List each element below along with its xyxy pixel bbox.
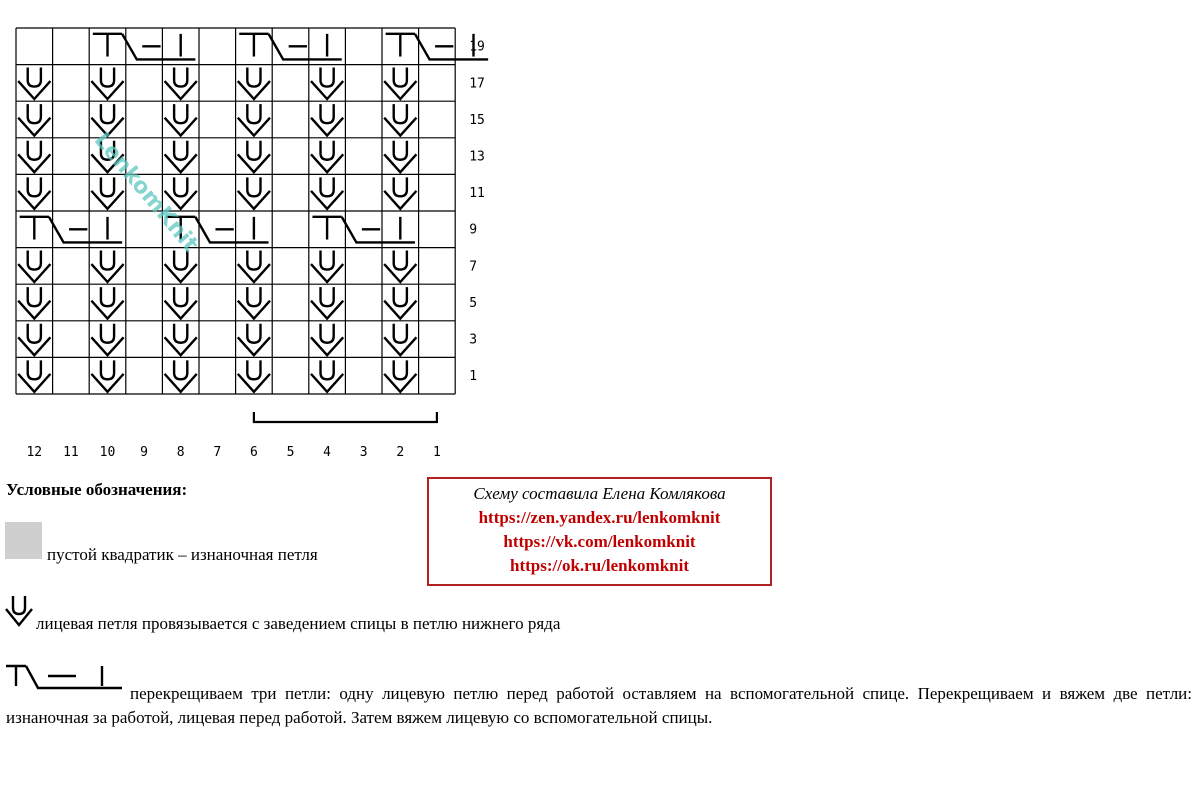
knit-below-icon bbox=[4, 594, 34, 628]
column-label: 6 bbox=[249, 445, 258, 460]
column-label: 9 bbox=[140, 445, 149, 460]
gray-square-icon bbox=[5, 522, 42, 559]
repeat-bracket bbox=[254, 412, 437, 422]
column-label: 12 bbox=[26, 445, 43, 460]
knit-below-symbol bbox=[238, 324, 270, 355]
knit-below-symbol bbox=[238, 68, 270, 99]
knit-below-symbol bbox=[384, 287, 416, 318]
knit-below-symbol bbox=[238, 104, 270, 135]
knit-below-symbol bbox=[238, 177, 270, 208]
cable-cross-symbol bbox=[20, 217, 122, 243]
column-label: 7 bbox=[213, 445, 222, 460]
row-label: 5 bbox=[469, 295, 478, 311]
credit-author: Схему составила Елена Комлякова bbox=[473, 484, 726, 503]
knit-below-symbol bbox=[165, 104, 197, 135]
knit-below-symbol bbox=[311, 177, 343, 208]
knit-below-symbol bbox=[165, 360, 197, 391]
knit-below-symbol bbox=[91, 324, 123, 355]
knit-below-symbol bbox=[165, 287, 197, 318]
knit-below-symbol bbox=[238, 251, 270, 282]
knit-below-symbol bbox=[18, 360, 50, 391]
knit-below-symbol bbox=[311, 251, 343, 282]
knit-below-symbol bbox=[238, 141, 270, 172]
credit-link-zen[interactable]: https://zen.yandex.ru/lenkomknit bbox=[478, 508, 721, 527]
cable-cross-symbol bbox=[312, 217, 414, 243]
knit-below-symbol bbox=[18, 287, 50, 318]
legend-purl-text: пустой квадратик – изнаночная петля bbox=[47, 545, 318, 564]
cable-cross-symbol bbox=[93, 34, 195, 60]
knit-below-symbol bbox=[384, 360, 416, 391]
cable-cross-symbol bbox=[239, 34, 341, 60]
column-label: 8 bbox=[176, 445, 185, 460]
row-label: 19 bbox=[469, 39, 485, 55]
knit-below-symbol bbox=[311, 104, 343, 135]
knit-below-symbol bbox=[238, 287, 270, 318]
credit-link-vk[interactable]: https://vk.com/lenkomknit bbox=[503, 532, 696, 551]
knit-below-symbol bbox=[165, 68, 197, 99]
row-label: 3 bbox=[469, 332, 478, 348]
credit-box bbox=[427, 477, 772, 586]
column-label: 3 bbox=[359, 445, 368, 460]
knit-below-symbol bbox=[384, 141, 416, 172]
column-label: 10 bbox=[99, 445, 116, 460]
knit-below-symbol bbox=[165, 141, 197, 172]
column-label: 11 bbox=[63, 445, 79, 460]
knit-below-symbol bbox=[165, 251, 197, 282]
knit-below-symbol bbox=[384, 104, 416, 135]
knit-below-symbol bbox=[91, 251, 123, 282]
knit-below-symbol bbox=[384, 68, 416, 99]
knit-below-symbol bbox=[91, 360, 123, 391]
column-label: 1 bbox=[432, 445, 441, 460]
legend-knit-below-text: лицевая петля провязывается с заведением спицы в петлю нижнего ряда bbox=[36, 614, 561, 633]
column-label: 2 bbox=[396, 445, 405, 460]
watermark: LenkomKnit bbox=[88, 128, 203, 258]
knit-below-symbol bbox=[18, 141, 50, 172]
knit-below-symbol bbox=[18, 251, 50, 282]
row-label: 7 bbox=[469, 259, 478, 275]
knit-below-symbol bbox=[18, 68, 50, 99]
knit-below-symbol bbox=[311, 360, 343, 391]
column-label: 4 bbox=[323, 445, 332, 460]
knit-below-symbol bbox=[18, 324, 50, 355]
column-label: 5 bbox=[286, 445, 295, 460]
knit-below-symbol bbox=[238, 360, 270, 391]
knit-below-symbol bbox=[18, 104, 50, 135]
row-label: 15 bbox=[469, 112, 485, 128]
knit-below-symbol bbox=[384, 251, 416, 282]
knitting-chart bbox=[0, 0, 500, 460]
knit-below-symbol bbox=[91, 287, 123, 318]
knit-below-symbol bbox=[91, 68, 123, 99]
knit-below-symbol bbox=[384, 177, 416, 208]
legend-cable-text: перекрещиваем три петли: одну лицевую петлю перед работой оставляем на вспомогательной спице. Перекрещиваем и вяжем две петли: изнаночная за работой, лицевая перед работой. Затем вяжем лицевую со вспомогательной спицы. bbox=[6, 684, 1192, 727]
knit-below-symbol bbox=[311, 141, 343, 172]
knit-below-symbol bbox=[165, 324, 197, 355]
knit-below-symbol bbox=[311, 68, 343, 99]
row-label: 13 bbox=[469, 149, 485, 165]
knit-below-symbol bbox=[311, 324, 343, 355]
legend-title: Условные обозначения: bbox=[6, 480, 188, 499]
row-label: 17 bbox=[469, 76, 485, 92]
row-label: 11 bbox=[469, 186, 485, 202]
knit-below-symbol bbox=[91, 177, 123, 208]
row-label: 9 bbox=[469, 222, 478, 238]
knit-below-symbol bbox=[384, 324, 416, 355]
row-label: 1 bbox=[469, 369, 478, 385]
knit-below-symbol bbox=[311, 287, 343, 318]
credit-link-ok[interactable]: https://ok.ru/lenkomknit bbox=[509, 556, 689, 575]
knit-below-symbol bbox=[18, 177, 50, 208]
